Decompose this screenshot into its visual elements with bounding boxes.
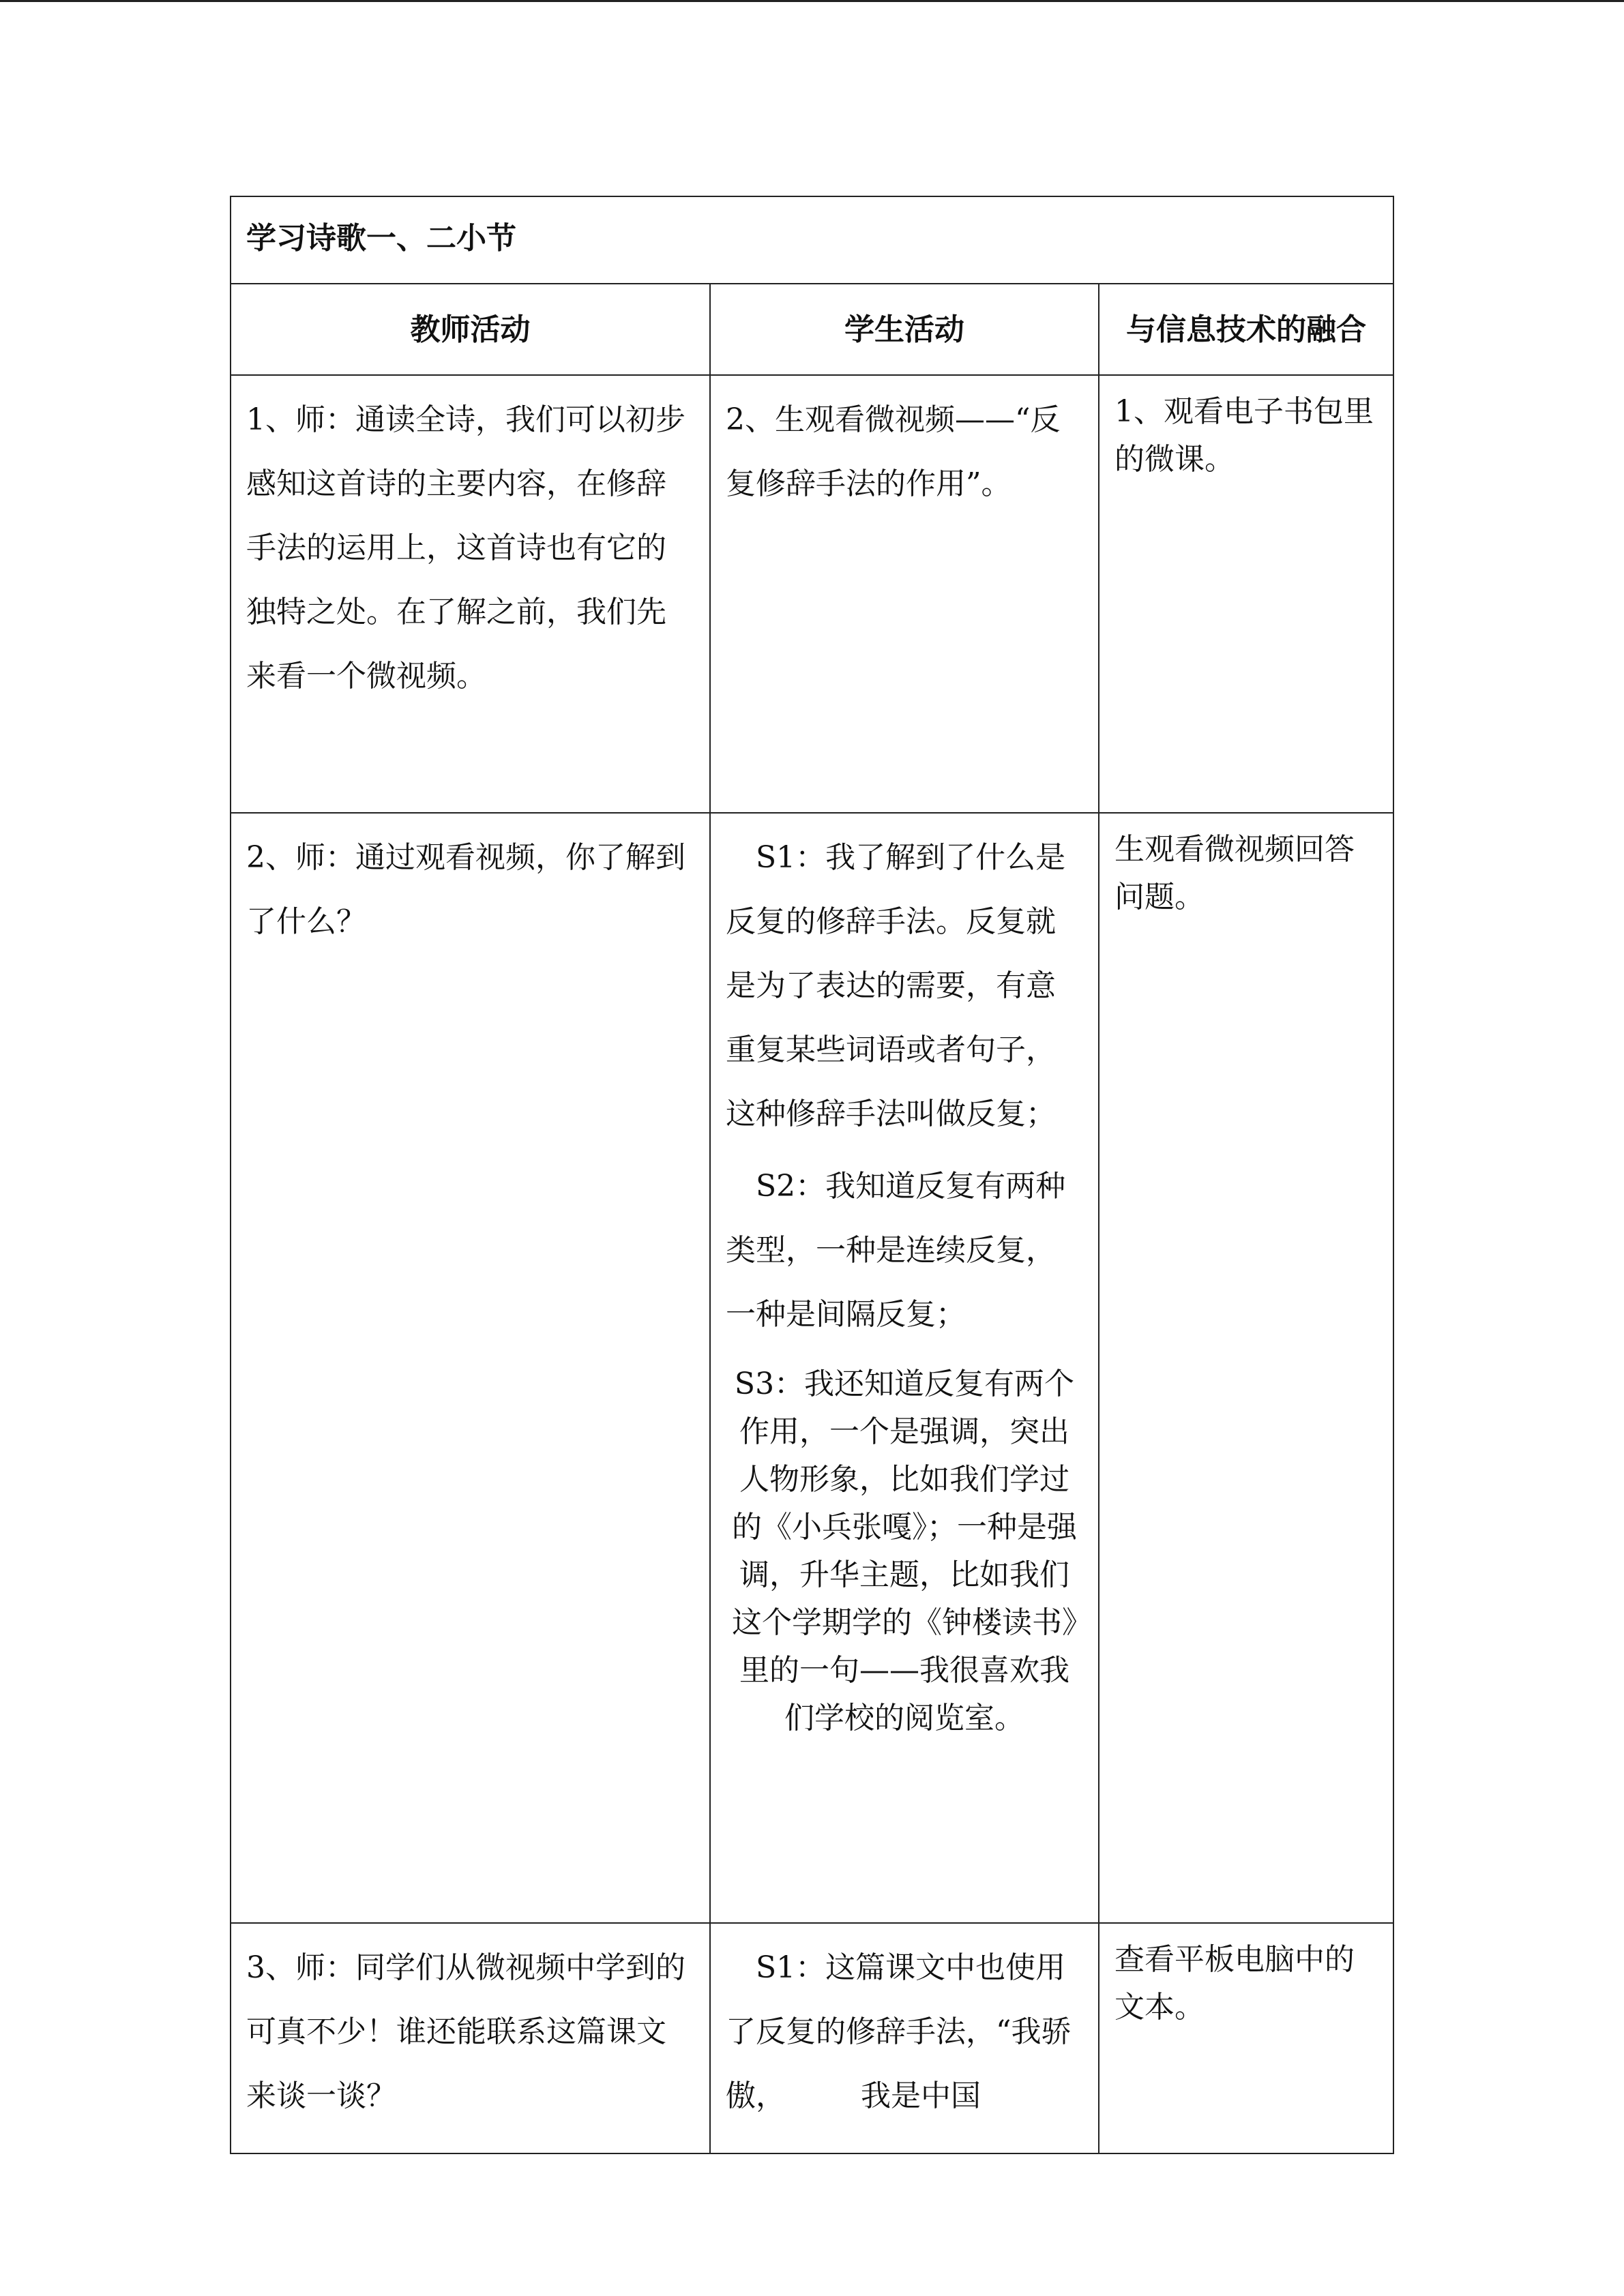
section-title: 学习诗歌一、二小节 [231, 196, 1393, 284]
tech-integration-text: 生观看微视频回答问题。 [1114, 832, 1355, 914]
student-answer-s1: S1：我了解到了什么是反复的修辞手法。反复就是为了表达的需要，有意重复某些词语或者句子，这种修辞手法叫做反复； [726, 840, 1066, 1131]
table-row [231, 813, 1393, 1923]
teacher-activity-cell [231, 813, 710, 1923]
tech-integration-text: 1、观看电子书包里的微课。 [1114, 394, 1374, 477]
student-activity-cell [710, 1923, 1099, 2153]
tech-integration-cell [1099, 813, 1393, 1923]
teacher-activity-text: 1、师：通读全诗，我们可以初步感知这首诗的主要内容，在修辞手法的运用上，这首诗也有它的独特之处。在了解之前，我们先来看一个微视频。 [246, 402, 685, 694]
header-teacher-activity: 教师活动 [231, 284, 710, 375]
teacher-activity-text: 2、师：通过观看视频，你了解到了什么？ [246, 840, 685, 939]
teacher-activity-cell [231, 1923, 710, 2153]
tech-integration-cell [1099, 375, 1393, 813]
header-student-activity: 学生活动 [710, 284, 1099, 375]
lesson-plan-table [230, 196, 1394, 2154]
header-row [231, 284, 1393, 375]
teacher-activity-cell [231, 375, 710, 813]
tech-integration-text: 查看平板电脑中的文本。 [1114, 1942, 1355, 2025]
teacher-activity-text: 3、师：同学们从微视频中学到的可真不少！谁还能联系这篇课文来谈一谈？ [246, 1950, 685, 2113]
tech-integration-cell [1099, 1923, 1393, 2153]
student-answer-s1: S1：这篇课文中也使用了反复的修辞手法，“我骄傲， 我是中国 [726, 1950, 1072, 2113]
student-activity-text: 2、生观看微视频——“反复修辞手法的作用”。 [726, 402, 1061, 501]
header-tech-integration: 与信息技术的融合 [1099, 284, 1393, 375]
section-title-row [231, 196, 1393, 284]
table-row [231, 375, 1393, 813]
table-row [231, 1923, 1393, 2153]
student-answer-s3: S3：我还知道反复有两个作用，一个是强调，突出人物形象，比如我们学过的《小兵张嘎》；一种是强调，升华主题，比如我们这个学期学的《钟楼读书》里的一句——我很喜欢我们学校的阅览室。 [732, 1367, 1077, 1735]
page-top-border [0, 0, 1624, 2]
student-activity-cell [710, 813, 1099, 1923]
student-answer-s2: S2：我知道反复有两种类型，一种是连续反复，一种是间隔反复； [726, 1169, 1066, 1332]
student-activity-cell [710, 375, 1099, 813]
